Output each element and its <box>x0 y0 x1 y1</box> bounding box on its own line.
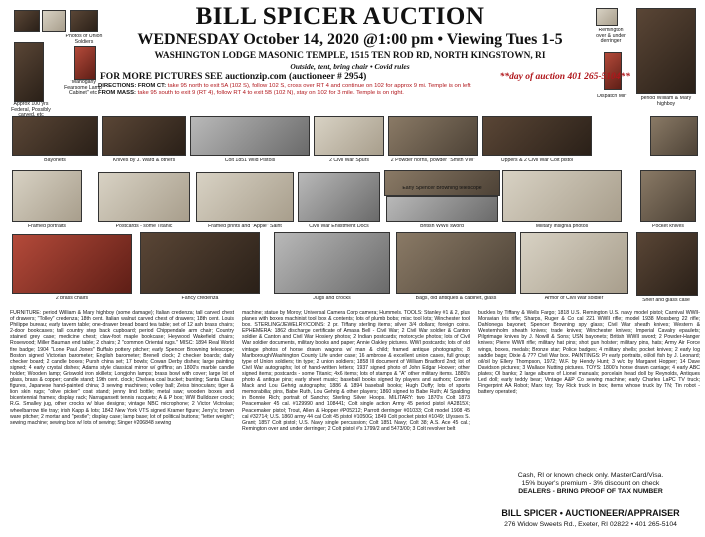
photo-armor <box>520 232 628 294</box>
photo-powder-horns <box>388 116 478 156</box>
photo-highboy <box>636 8 696 94</box>
photo-documents <box>298 172 380 222</box>
caption-r2e: 2 Powder horns, powder "Smith VW" <box>390 158 476 163</box>
photo-colt-pistols <box>190 116 310 156</box>
payment-line-1: Cash, RI or known check only. MasterCard/Visa. <box>517 472 664 479</box>
caption-r4a: 2 brass chairs <box>55 296 89 301</box>
caption-tl3: "Mahogany Fearsome Lamp Cabinet" etc <box>64 80 102 97</box>
caption-r4c: Jugs and crocks <box>313 296 351 301</box>
caption-r3d: Civil War Enlistment Docs <box>309 224 369 229</box>
caption-r3h: Pocket knives <box>651 224 684 229</box>
auctioneer-name: BILL SPICER • AUCTIONEER/APPRAISER <box>501 508 680 518</box>
column-furniture: FURNITURE: period William & Mary highboy (some damage); Italian credenza; tall carved chest of drawers; "Tolley" credenza; 18th cent. Italian walnut carved chest of drawers; 18th cent. Louis Philippe bureau; early tavern table; one-drawer bread board tea table; set of 12 ash brass chairs; 2-door bookcases; tall country step back cupboard; period Chippendale arm chair; Country stained grey case; medicine chest; claw-foot maple bookcase; Heywood Wakefield chairs; Rosewood; Miller Bauman end table; 2 chairs; 2 "common Oriental rugs." MISC: 1894 Real World fire badge; 1904 "Lone Paul Jones" Buffalo pottery pitcher; early Spencer Browning telescope; Boston signed Victorian barometer; English barometer; Brenell clock; 2 checker boards; daily checker board; 2 candle boxes; Pursh china set; 17 bowls; Cowan Derby dishes; large painting signed; 4 early crystal dishes; Adams style classical mirror w/ griffins; an 1800's marble candle holder; Wooden lamp; Griswold iron skillets; Longjohn lamps; brass bowl with cover; large lot of glass, brass & copper; candle stand; 19th cent. clock; Chelsea coal bucket; bunting; Santa Claus figures, Japanese hand-painted china; 3 sewing machines; volley ball; Zeiss binoculars; tiger & lion skin rugs; "olive picker" coat stand; jenny lind bottle; metal saw; wooden boxes and bicentennial frames; display rack; Narragansett tennis racquets; A & P box; WW Bulldozer crock; R.G. Smalley jug, other crocks w/ blue designs; vintage NBC microphone; 2 Victor Victrolas; wheelbarrow tile tray; irish Kapp & lots; 1842 New York VTS signed Kramer figure; Jerry's; brown ware pitcher; 2 mortar and "pestle"; display case; lamp base; lot of political buttons; "letter weight"; sewing machine; sewing box w/ lots of sewing; Singer #206848 sewing <box>10 310 234 426</box>
caption-r3b: Postcards - some Titanic <box>115 224 173 229</box>
photo-robot <box>604 52 622 90</box>
caption-tr3: period William & Mary highboy <box>640 96 692 107</box>
caption-tl2: Photos of Union Soldiers <box>65 34 103 45</box>
directions <box>98 83 603 97</box>
more-pictures-line <box>100 72 630 83</box>
caption-r2b: Knives by J. Ward & others <box>112 158 176 163</box>
caption-tr1: Remington over & under derringer <box>596 28 626 45</box>
photo-pocket-knives <box>640 170 696 222</box>
photo-knives <box>102 116 186 156</box>
photo-top-left-1 <box>14 10 40 32</box>
photo-top-left-2 <box>42 10 66 32</box>
column-military-toys: buckles by Tiffany & Wells Fargo; 1818 U.S. Remington U.S. navy model pistol; Carnival WWII-Moravian Iris rifle; Sharps, Ruger & Co cal 221 WWII rifle; model 1938 Mossberg 22 rifle; Dahlonega bayonet; Spencer Browning spy glass; Civil War sheath knives; Western & Westernholm sheath knives; trade knives; Winchester knives; Imperial Cavalry epaulets; Pilgrimage knives by J. Nowill & Sons; USN bayonets; British WWII sword; 2 Powder-Hanger knives; Pierre WWII rifle; military hat pins; shot gun holster; military pins, hats; Army Air Force wings, boxes, medals; Bronze star; Police badges; 4 military shells; pocket knives; 2 early log saddle bags; Dixie & 7?? Civil War box. PAINTINGS: Pr early portraits, oil/oil fish by J. Leonard; oil/oil by Ellery Thompson, 1972; W.F. by Hendy Hunt; 3 w/c by Margaret Hopper; 14 Dave Davidson pictures; 3 Wallace Nutting pictures. TOYS: 1800's horse drawn carriage; 4 early ABC plates; Ol banks; 2 large albums of Lionel manuals; porcelain head doll by Reynolds, Antiques Led doll; early teddy bear; Vintage A&P Co sewing machine; early Charles LaPC TV truck; Fingerprint AA Robot; Marx toy; Toy Rick truck in box; items whose truck by TN; Tin robot - battery operated; <box>478 310 700 396</box>
caption-r2d: 2 Civil War Spurs <box>329 158 369 163</box>
photo-bags-cabinet <box>396 232 516 294</box>
caption-r4b: Fancy credenza <box>181 296 219 301</box>
photo-postcards <box>98 172 190 222</box>
photo-framed-prints <box>196 172 294 222</box>
caption-r3g: Military insignia photos <box>535 224 589 229</box>
auction-terms: Outside, tent, bring chair • Covid rules <box>290 62 410 71</box>
photo-chairs <box>12 234 132 294</box>
photo-insignia <box>502 170 622 222</box>
payment-terms <box>478 472 703 496</box>
column-tools-ephemera: machine; statue by Moroy; Universal Camera Corp camera; Hummels. TOOLS: Stanley #1 & 2, plus planes with boxes machinist tool box & contents; lots of plumb bobs; misc tool lots; Winchester tool box. STERLING/JEWELRY/COINS: 2 pr. Tiffany sterling items; silver 3/4 dollars; foreign coins. EPHEMERA: 1862 discharge certificate of Amasa Bell - Civil War; 2 Civil War soldier & Canton soldier & Canton and Civil War Hosiery photos; 2 Indian postcards; motorcycle photos; lots of Civil War soldier documents, military books and paper; Annie Oakley pictures. WWI postcards; lots of old vintage photos of horse drawn wagons w/ man & child; framed antique photographs; 8 Marlborough/Washington County Life under case; 16 ambrose & excellent union cases, full group; type of Union soldiers; tin type; 2 union soldiers; 1858 Ill document of William Bradford 2nd; lot of Civil War autographs; lot of hand-written letters; 1937 signed photo of John Edgar Hoover; other signed items; postcards - some Titanic; 4x6 items; lots of stamps & "A" other military items. 1880's photo & antique pins; early sheet music; baseball books signed by players and authors; Connie Mack and Lou Gehrig autographs; 1886 & 1894 baseball books; Hugh Duffy; lots of sports memorabilia; pins, Babe Ruth, Lou Gehrig & other players; 1860 signed to Babe Ruth; Al Spalding in Bonnie Rich; portrait of Sancho; Sterling Silver Hoops. MILITARY: two 1870's Colt 1873 Peacemaker 45 cal. #129990 and 108441; Colt single action Army 45 period pistol #A2815X; Peacemaker pistol; Trout, Allen & Hopper #P05212; Parrott derringer #01033; Colt model 1908 45 cal #32714; U.S. 1860 army 44 cal Colt 45 pistol #1050G; 1849 Colt pocket pistol #1049; Ulysses S. Grant; 1857 Colt pistol; U.S. Navy single percussion; Colt 1851 Navy; Colt 38; A.S. Ace 45 cal.; Remington over and under derringer; 2 Colt pistol #'s 1799/2 and 5473/00; 3 Colt revolver belt <box>242 310 470 432</box>
photo-lamp <box>74 46 96 80</box>
auctioneer-address: 276 Widow Sweets Rd., Exeter, RI 02822 • 401 265-5104 <box>504 521 677 528</box>
directions-mass-label: FROM MASS: <box>98 90 136 96</box>
photo-portraits <box>12 170 82 222</box>
photo-crocks <box>274 232 390 294</box>
caption-tr2: Dispatch Mir' <box>597 94 627 99</box>
caption-r2c: Colt 1851 Wild Pistols <box>224 158 276 163</box>
auction-venue: WASHINGTON LODGE MASONIC TEMPLE, 1515 TEN ROD RD, NORTH KINGSTOWN, RI <box>154 51 546 61</box>
photo-sword <box>386 196 498 222</box>
photo-tall-clock <box>14 42 44 102</box>
photo-credenza <box>140 232 260 294</box>
directions-mass: take 95 south to exit 9 (RT 4), follow RT 4 to exit 5B (102 N), stay on 102 for 3 mile. Temple is on right. <box>135 90 404 96</box>
photo-telescope <box>384 170 500 196</box>
photo-top-left-3 <box>70 10 98 32</box>
payment-line-3: DEALERS - BRING PROOF OF TAX NUMBER <box>518 488 663 495</box>
photo-bayonets <box>12 116 98 156</box>
photo-colt-case <box>482 116 592 156</box>
auction-date: WEDNESDAY October 14, 2020 @1:00 pm • Viewing Tues 1-5 <box>137 31 563 48</box>
photo-derringer <box>596 8 618 26</box>
caption-r3c: Framed prints and "Apple" Saint <box>208 224 282 229</box>
caption-r4e: Armor of Civil War soldier <box>544 296 604 301</box>
auction-title: BILL SPICER AUCTION <box>195 3 485 30</box>
caption-r4d: Bags, old antiques & cabinet, glass <box>415 296 497 301</box>
payment-line-2: 15% buyer's premium - 3% discount on check <box>521 480 660 487</box>
caption-r3e: Early Spencer Browning telescope <box>402 186 482 191</box>
more-pictures: FOR MORE PICTURES SEE auctionzip.com (auctioneer # 2954) <box>100 72 367 82</box>
photo-spurs <box>314 116 384 156</box>
caption-r3f: British WWII sword <box>420 224 464 229</box>
photo-shelf-case <box>636 232 698 296</box>
caption-r3a: Framed portraits <box>27 224 67 229</box>
caption-tl1: Approx 100 yrs Federal, Possibly <box>11 102 51 113</box>
caption-r2a: Bayonets <box>44 158 66 163</box>
caption-r4f: Shelf and glass case <box>642 298 690 303</box>
directions-ct: take 95 north to exit 5A (102 S), follow 102 S, cross over RT 4 and continue on 102 for approx 9 mi. Temple is on left <box>166 83 471 89</box>
directions-ct-label: DIRECTIONS: FROM CT: <box>98 83 167 89</box>
photo-coins <box>650 116 698 156</box>
day-of-phone: **day of auction 401 265-5104** <box>499 72 630 82</box>
caption-r2f: Uppers & 2 Civil War Colt pistol <box>500 158 574 163</box>
